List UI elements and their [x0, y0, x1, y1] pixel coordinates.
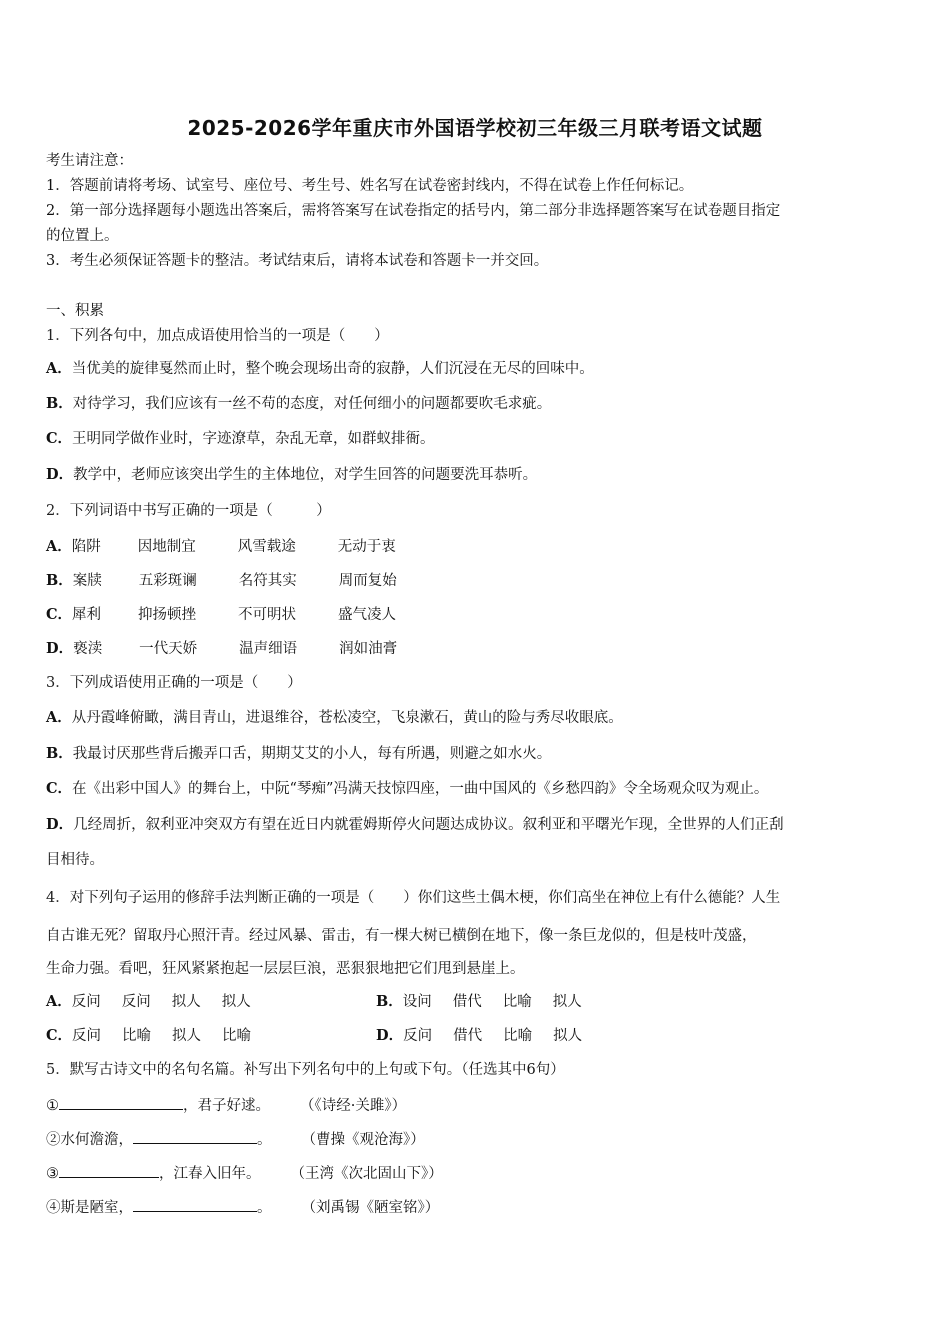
option-word: 拟人	[553, 1028, 583, 1044]
q1-option-c	[46, 429, 435, 449]
option-word: 反问	[121, 994, 151, 1010]
option-word: 反问	[72, 1028, 102, 1044]
option-label: D．	[46, 816, 74, 833]
item-text-before: 斯是陋室，	[60, 1200, 133, 1216]
option-label: D．	[46, 640, 74, 657]
notice-heading: 考生请注意：	[46, 153, 133, 169]
option-word: 犀利	[72, 607, 102, 623]
item-source: （《诗经·关雎》）	[300, 1098, 407, 1114]
question-number: 3．	[46, 675, 70, 691]
q1-option-d	[46, 465, 537, 485]
option-word: 反问	[403, 1028, 433, 1044]
option-word: 名符其实	[238, 573, 297, 589]
question-2	[46, 501, 331, 521]
question-stem: 下列各句中，加点成语使用恰当的一项是（ ）	[69, 328, 389, 344]
question-3	[46, 673, 302, 693]
option-label: B．	[46, 395, 73, 412]
answer-blank[interactable]	[133, 1196, 257, 1212]
option-label: C．	[46, 1027, 73, 1044]
q5-item-3	[46, 1162, 443, 1184]
option-word: 借代	[452, 994, 482, 1010]
option-label: A．	[46, 360, 72, 377]
question-stem-line: 对下列句子运用的修辞手法判断正确的一项是（ ）你们这些土偶木梗，你们高坐在神位上有什么德能？人生	[69, 890, 781, 906]
question-4-line-3: 生命力强。看吧，狂风紧紧抱起一层层巨浪，恶狠狠地把它们甩到悬崖上。	[46, 961, 525, 977]
q4-options-row-2	[46, 1026, 582, 1046]
option-word: 五彩斑谰	[138, 573, 197, 589]
item-source: （曹操《观沧海》）	[301, 1132, 425, 1148]
q1-option-b	[46, 394, 551, 414]
item-mark: ②	[46, 1132, 61, 1148]
item-mark: ③	[46, 1166, 59, 1182]
q3-option-d	[46, 815, 784, 835]
q4-option-a	[46, 992, 376, 1012]
q2-option-d	[46, 639, 397, 659]
q5-item-1	[46, 1094, 406, 1116]
option-word: 抑扬顿挫	[138, 607, 197, 623]
notice-item-2: 2．第一部分选择题每小题选出答案后，需将答案写在试卷指定的括号内，第二部分非选择题答案写在试卷题目指定	[46, 203, 781, 219]
question-4	[46, 888, 780, 908]
option-word: 一代天娇	[139, 641, 198, 657]
option-text: 我最讨厌那些背后搬弄口舌，期期艾艾的小人，每有所遇，则避之如水火。	[72, 746, 552, 762]
item-text-before: 水何澹澹，	[60, 1132, 133, 1148]
option-text: 几经周折，叙利亚冲突双方有望在近日内就霍姆斯停火问题达成协议。叙利亚和平曙光乍现，全世界的人们正刮	[73, 817, 784, 833]
answer-blank[interactable]	[59, 1162, 159, 1178]
item-text-after: 。	[257, 1200, 272, 1216]
option-label: A．	[46, 993, 72, 1010]
option-word: 周而复始	[338, 573, 397, 589]
item-source: （刘禹锡《陋室铭》）	[301, 1200, 440, 1216]
option-word: 亵渎	[73, 641, 103, 657]
page-title: 2025-2026学年重庆市外国语学校初三年级三月联考语文试题	[187, 116, 763, 140]
option-text: 教学中，老师应该突出学生的主体地位，对学生回答的问题要洗耳恭听。	[73, 467, 538, 483]
q5-item-4	[46, 1196, 439, 1218]
option-text: 在《出彩中国人》的舞台上，中阮“琴痴”冯满天技惊四座，一曲中国风的《乡愁四韵》令全场观众叹为观止。	[72, 781, 769, 797]
q4-option-b	[376, 994, 582, 1010]
option-label: A．	[46, 538, 72, 555]
option-word: 设问	[402, 994, 432, 1010]
option-label: B．	[46, 572, 73, 589]
option-word: 拟人	[552, 994, 582, 1010]
option-word: 因地制宜	[137, 539, 196, 555]
item-text-after: 。	[257, 1132, 272, 1148]
q2-option-c	[46, 605, 396, 625]
q1-option-a	[46, 359, 594, 379]
question-number: 1．	[46, 328, 70, 344]
q3-option-d-cont: 目相待。	[46, 852, 104, 868]
option-word: 拟人	[172, 1028, 202, 1044]
option-word: 陷阱	[71, 539, 101, 555]
question-4-line-2: 自古谁无死？留取丹心照汗青。经过风暴、雷击，有一棵大树已横倒在地下，像一条巨龙似的，但是枝叶茂盛，	[46, 928, 757, 944]
q2-option-a	[46, 537, 396, 557]
option-word: 案牍	[72, 573, 102, 589]
option-word: 比喻	[502, 994, 532, 1010]
option-word: 润如油膏	[339, 641, 398, 657]
question-1	[46, 326, 389, 346]
option-word: 比喻	[503, 1028, 533, 1044]
option-text: 王明同学做作业时，字迹潦草，杂乱无章，如群蚁排衙。	[72, 431, 435, 447]
question-number: 4．	[46, 890, 70, 906]
option-word: 借代	[453, 1028, 483, 1044]
option-label: C．	[46, 780, 73, 797]
option-text: 从丹霞峰俯瞰，满目青山，进退维谷，苍松凌空，飞泉漱石，黄山的险与秀尽收眼底。	[71, 710, 623, 726]
q4-option-d	[376, 1028, 582, 1044]
item-mark: ①	[46, 1098, 59, 1114]
q4-options-row-1	[46, 992, 582, 1012]
item-text-after: ，君子好逑。	[183, 1098, 270, 1114]
q4-option-c	[46, 1026, 376, 1046]
q3-option-c	[46, 779, 768, 799]
notice-item-1: 1．答题前请将考场、试室号、座位号、考生号、姓名写在试卷密封线内，不得在试卷上作任何标记。	[46, 178, 694, 194]
option-word: 比喻	[222, 1028, 252, 1044]
item-mark: ④	[46, 1200, 61, 1216]
option-label: B．	[46, 745, 73, 762]
option-text: 对待学习，我们应该有一丝不苟的态度，对任何细小的问题都要吹毛求疵。	[72, 396, 552, 412]
notice-item-2-cont: 的位置上。	[46, 228, 119, 244]
option-label: C．	[46, 430, 73, 447]
question-stem: 下列词语中书写正确的一项是（ ）	[69, 503, 331, 519]
option-word: 盛气凌人	[338, 607, 397, 623]
item-source: （王湾《次北固山下》）	[290, 1166, 443, 1182]
option-label: A．	[46, 709, 72, 726]
option-word: 比喻	[122, 1028, 152, 1044]
q3-option-b	[46, 744, 551, 764]
question-stem: 下列成语使用正确的一项是（ ）	[69, 675, 302, 691]
section-heading: 一、积累	[46, 303, 104, 319]
question-5	[46, 1060, 565, 1080]
question-stem: 默写古诗文中的名句名篇。补写出下列名句中的上句或下句。（任选其中6句）	[69, 1062, 565, 1078]
q3-option-a	[46, 708, 623, 728]
item-text-after: ，江春入旧年。	[159, 1166, 261, 1182]
option-label: B．	[376, 993, 403, 1010]
option-word: 温声细语	[239, 641, 298, 657]
q5-item-2	[46, 1128, 425, 1150]
option-word: 风雪载途	[237, 539, 296, 555]
option-word: 反问	[71, 994, 101, 1010]
option-word: 拟人	[221, 994, 251, 1010]
option-word: 不可明状	[238, 607, 297, 623]
option-label: C．	[46, 606, 73, 623]
answer-blank[interactable]	[133, 1128, 257, 1144]
answer-blank[interactable]	[59, 1094, 183, 1110]
option-label: D．	[376, 1027, 404, 1044]
option-label: D．	[46, 466, 74, 483]
question-number: 5．	[46, 1062, 70, 1078]
question-number: 2．	[46, 503, 70, 519]
option-word: 无动于衷	[337, 539, 396, 555]
notice-item-3: 3．考生必须保证答题卡的整洁。考试结束后，请将本试卷和答题卡一并交回。	[46, 253, 549, 269]
q2-option-b	[46, 571, 397, 591]
option-word: 拟人	[171, 994, 201, 1010]
option-text: 当优美的旋律戛然而止时，整个晚会现场出奇的寂静，人们沉浸在无尽的回味中。	[71, 361, 594, 377]
